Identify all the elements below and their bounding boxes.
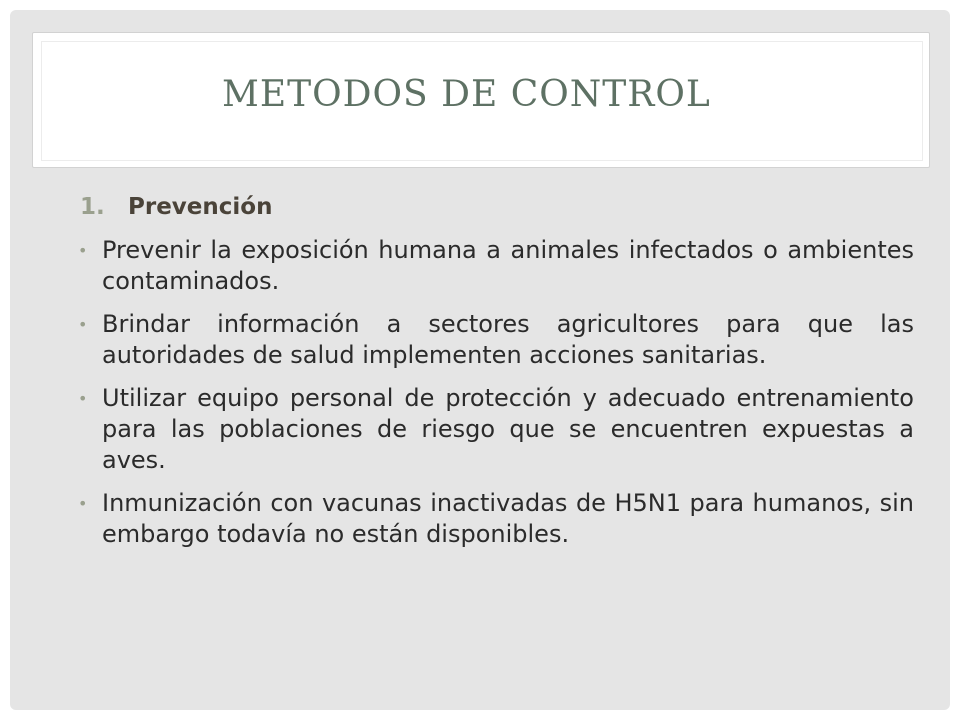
slide-content bbox=[68, 192, 914, 562]
bullet-item bbox=[68, 309, 914, 371]
section-heading: Prevención bbox=[128, 194, 273, 220]
item-number: 1. bbox=[80, 194, 105, 220]
bullet-text: Inmunización con vacunas inactivadas de H5N1 para humanos, sin embargo todavía no están disponibles. bbox=[102, 489, 914, 548]
slide-title: METODOS DE CONTROL bbox=[222, 74, 711, 115]
title-frame bbox=[32, 32, 930, 168]
numbered-item bbox=[68, 192, 914, 223]
bullet-text: Prevenir la exposición humana a animales infectados o ambientes contaminados. bbox=[102, 236, 914, 295]
bullet-text: Utilizar equipo personal de protección y adecuado entrenamiento para las poblaciones de riesgo que se encuentren expuestas a aves. bbox=[102, 384, 914, 474]
slide bbox=[10, 10, 950, 710]
title-box bbox=[41, 41, 923, 161]
bullet-icon: • bbox=[78, 389, 88, 408]
bullet-item bbox=[68, 235, 914, 297]
bullet-icon: • bbox=[78, 241, 88, 260]
bullet-item bbox=[68, 488, 914, 550]
bullet-icon: • bbox=[78, 315, 88, 334]
bullet-icon: • bbox=[78, 494, 88, 513]
bullet-item bbox=[68, 383, 914, 476]
bullet-list bbox=[68, 235, 914, 550]
bullet-text: Brindar información a sectores agricultores para que las autoridades de salud implementen acciones sanitarias. bbox=[102, 310, 914, 369]
